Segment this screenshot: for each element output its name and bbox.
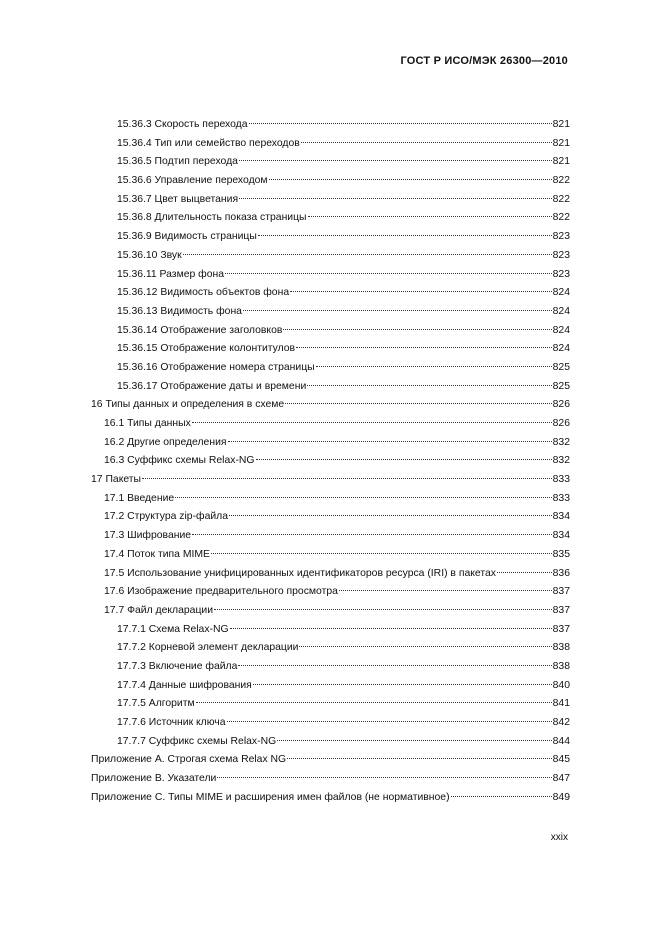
toc-entry-page-number: 825 <box>552 380 570 392</box>
toc-entry-page-number: 834 <box>552 511 570 523</box>
toc-entry-page-number: 837 <box>552 623 570 635</box>
toc-entry <box>91 191 570 210</box>
dot-leader <box>192 422 552 423</box>
toc-entry <box>91 602 570 621</box>
toc-entry-title: Приложение В. Указатели <box>91 773 217 785</box>
toc-entry <box>91 228 570 247</box>
dot-leader <box>451 796 552 797</box>
toc-entry <box>91 677 570 696</box>
toc-entry <box>91 789 570 808</box>
toc-entry-page-number: 822 <box>552 193 570 205</box>
toc-entry-page-number: 833 <box>552 492 570 504</box>
toc-entry-page-number: 837 <box>552 586 570 598</box>
toc-entry <box>91 340 570 359</box>
dot-leader <box>230 628 552 629</box>
dot-leader <box>283 329 551 330</box>
toc-entry-page-number: 822 <box>552 175 570 187</box>
toc-entry-title: 15.36.17 Отображение даты и времени <box>117 380 307 392</box>
toc-entry-page-number: 824 <box>552 287 570 299</box>
toc-entry <box>91 322 570 341</box>
toc-entry <box>91 135 570 154</box>
toc-entry-page-number: 832 <box>552 455 570 467</box>
toc-entry-title: 15.36.14 Отображение заголовков <box>117 324 283 336</box>
dot-leader <box>183 254 552 255</box>
toc-entry-title: 17.7.6 Источник ключа <box>117 717 226 728</box>
toc-entry-page-number: 835 <box>552 548 570 560</box>
dot-leader <box>277 740 551 741</box>
toc-entry-page-number: 842 <box>552 717 570 728</box>
toc-entry <box>91 452 570 471</box>
dot-leader <box>211 553 552 554</box>
dot-leader <box>258 235 552 236</box>
toc-entry-page-number: 823 <box>552 268 570 280</box>
toc-entry-title: 15.36.15 Отображение колонтитулов <box>117 343 296 355</box>
toc-entry-title: Приложение А. Строгая схема Relax NG <box>91 754 287 766</box>
toc-entry-title: 17.1 Введение <box>104 492 175 504</box>
toc-entry <box>91 209 570 228</box>
toc-entry-title: 17.5 Использование унифицированных идентификаторов ресурса (IRI) в пакетах <box>104 567 496 579</box>
toc-entry-page-number: 836 <box>552 567 570 579</box>
toc-entry-title: 15.36.3 Скорость перехода <box>117 119 248 130</box>
toc-entry <box>91 303 570 322</box>
toc-entry-title: 17.7.1 Схема Relax-NG <box>117 623 229 635</box>
toc-entry-page-number: 833 <box>552 474 570 486</box>
toc-entry-title: 15.36.16 Отображение номера страницы <box>117 361 315 373</box>
toc-entry-title: 17.7 Файл декларации <box>104 604 214 616</box>
toc-entry-title: 15.36.10 Звук <box>117 249 182 261</box>
toc-entry <box>91 284 570 303</box>
toc-entry-page-number: 849 <box>552 791 570 803</box>
toc-entry-title: 15.36.7 Цвет выцветания <box>117 193 239 205</box>
toc-entry <box>91 751 570 770</box>
dot-leader <box>243 310 552 311</box>
dot-leader <box>339 590 552 591</box>
toc-entry-title: 17.2 Структура zip-файла <box>104 511 229 523</box>
toc-entry-title: 16.3 Суффикс схемы Relax-NG <box>104 455 255 467</box>
dot-leader <box>214 609 552 610</box>
dot-leader <box>196 702 552 703</box>
table-of-contents <box>91 116 570 807</box>
dot-leader <box>142 478 552 479</box>
toc-entry-page-number: 845 <box>552 754 570 766</box>
toc-entry <box>91 714 570 733</box>
dot-leader <box>249 123 552 124</box>
toc-entry-title: 17.3 Шифрование <box>104 530 192 542</box>
dot-leader <box>308 216 552 217</box>
toc-entry-page-number: 821 <box>552 119 570 130</box>
dot-leader <box>287 758 552 759</box>
toc-entry-title: 17.7.3 Включение файла <box>117 660 238 672</box>
toc-entry <box>91 116 570 135</box>
dot-leader <box>296 347 552 348</box>
toc-entry-title: 17 Пакеты <box>91 474 142 486</box>
toc-entry-page-number: 847 <box>552 773 570 785</box>
toc-entry-page-number: 821 <box>552 156 570 168</box>
toc-entry-title: 15.36.12 Видимость объектов фона <box>117 287 290 299</box>
dot-leader <box>316 366 552 367</box>
dot-leader <box>299 646 551 647</box>
toc-entry-title: 15.36.5 Подтип перехода <box>117 156 238 168</box>
toc-entry-page-number: 824 <box>552 343 570 355</box>
dot-leader <box>269 179 552 180</box>
toc-entry-page-number: 840 <box>552 679 570 691</box>
toc-entry-title: 17.4 Поток типа MIME <box>104 548 210 560</box>
dot-leader <box>238 665 551 666</box>
dot-leader <box>290 291 552 292</box>
toc-entry <box>91 378 570 397</box>
toc-entry-page-number: 824 <box>552 324 570 336</box>
dot-leader <box>217 777 551 778</box>
toc-entry <box>91 490 570 509</box>
dot-leader <box>227 721 552 722</box>
toc-entry-page-number: 837 <box>552 604 570 616</box>
toc-entry-title: 15.36.8 Длительность показа страницы <box>117 212 307 224</box>
toc-entry-page-number: 824 <box>552 305 570 317</box>
toc-entry-page-number: 826 <box>552 399 570 411</box>
dot-leader <box>256 459 552 460</box>
toc-entry-title: 15.36.11 Размер фона <box>117 268 225 280</box>
dot-leader <box>253 684 552 685</box>
toc-entry <box>91 770 570 789</box>
toc-entry-title: 16.1 Типы данных <box>104 418 191 429</box>
toc-entry <box>91 583 570 602</box>
toc-entry-page-number: 825 <box>552 361 570 373</box>
toc-entry <box>91 658 570 677</box>
toc-entry-page-number: 823 <box>552 249 570 261</box>
toc-entry-title: 17.6 Изображение предварительного просмотра <box>104 586 338 598</box>
toc-entry <box>91 266 570 285</box>
dot-leader <box>225 273 552 274</box>
toc-entry-page-number: 826 <box>552 418 570 429</box>
toc-entry <box>91 508 570 527</box>
dot-leader <box>307 385 551 386</box>
toc-entry-page-number: 841 <box>552 698 570 710</box>
toc-entry-title: 17.7.4 Данные шифрования <box>117 679 252 691</box>
document-code-header: ГОСТ Р ИСО/МЭК 26300—2010 <box>400 55 568 67</box>
toc-entry <box>91 247 570 266</box>
dot-leader <box>239 160 552 161</box>
toc-entry <box>91 733 570 752</box>
page-folio: xxix <box>550 832 568 843</box>
toc-entry <box>91 621 570 640</box>
toc-entry-title: 17.7.5 Алгоритм <box>117 698 195 710</box>
toc-entry-title: 15.36.6 Управление переходом <box>117 175 268 187</box>
toc-entry-page-number: 823 <box>552 231 570 243</box>
toc-entry-title: 17.7.7 Суффикс схемы Relax-NG <box>117 735 277 747</box>
toc-entry-page-number: 832 <box>552 436 570 448</box>
toc-entry-page-number: 838 <box>552 642 570 654</box>
toc-entry-title: 15.36.13 Видимость фона <box>117 305 242 317</box>
dot-leader <box>175 497 551 498</box>
toc-entry <box>91 172 570 191</box>
toc-entry <box>91 396 570 415</box>
toc-entry <box>91 527 570 546</box>
toc-entry <box>91 639 570 658</box>
toc-entry <box>91 434 570 453</box>
toc-entry-page-number: 834 <box>552 530 570 542</box>
toc-entry <box>91 565 570 584</box>
toc-entry <box>91 359 570 378</box>
toc-entry-page-number: 821 <box>552 137 570 149</box>
dot-leader <box>228 441 552 442</box>
toc-entry-title: 15.36.9 Видимость страницы <box>117 231 257 243</box>
toc-entry <box>91 415 570 434</box>
dot-leader <box>229 515 552 516</box>
toc-entry-title: 16 Типы данных и определения в схеме <box>91 399 285 411</box>
toc-entry-title: Приложение С. Типы MIME и расширения имен файлов (не нормативное) <box>91 791 450 803</box>
dot-leader <box>497 572 552 573</box>
toc-entry <box>91 471 570 490</box>
toc-entry-page-number: 838 <box>552 660 570 672</box>
toc-entry <box>91 153 570 172</box>
dot-leader <box>192 534 552 535</box>
toc-entry-title: 17.7.2 Корневой элемент декларации <box>117 642 299 654</box>
toc-entry-page-number: 844 <box>552 735 570 747</box>
dot-leader <box>239 198 552 199</box>
toc-entry-page-number: 822 <box>552 212 570 224</box>
toc-entry-title: 16.2 Другие определения <box>104 436 227 448</box>
dot-leader <box>285 403 551 404</box>
dot-leader <box>301 142 552 143</box>
toc-entry <box>91 546 570 565</box>
toc-entry-title: 15.36.4 Тип или семейство переходов <box>117 137 300 149</box>
toc-entry <box>91 695 570 714</box>
